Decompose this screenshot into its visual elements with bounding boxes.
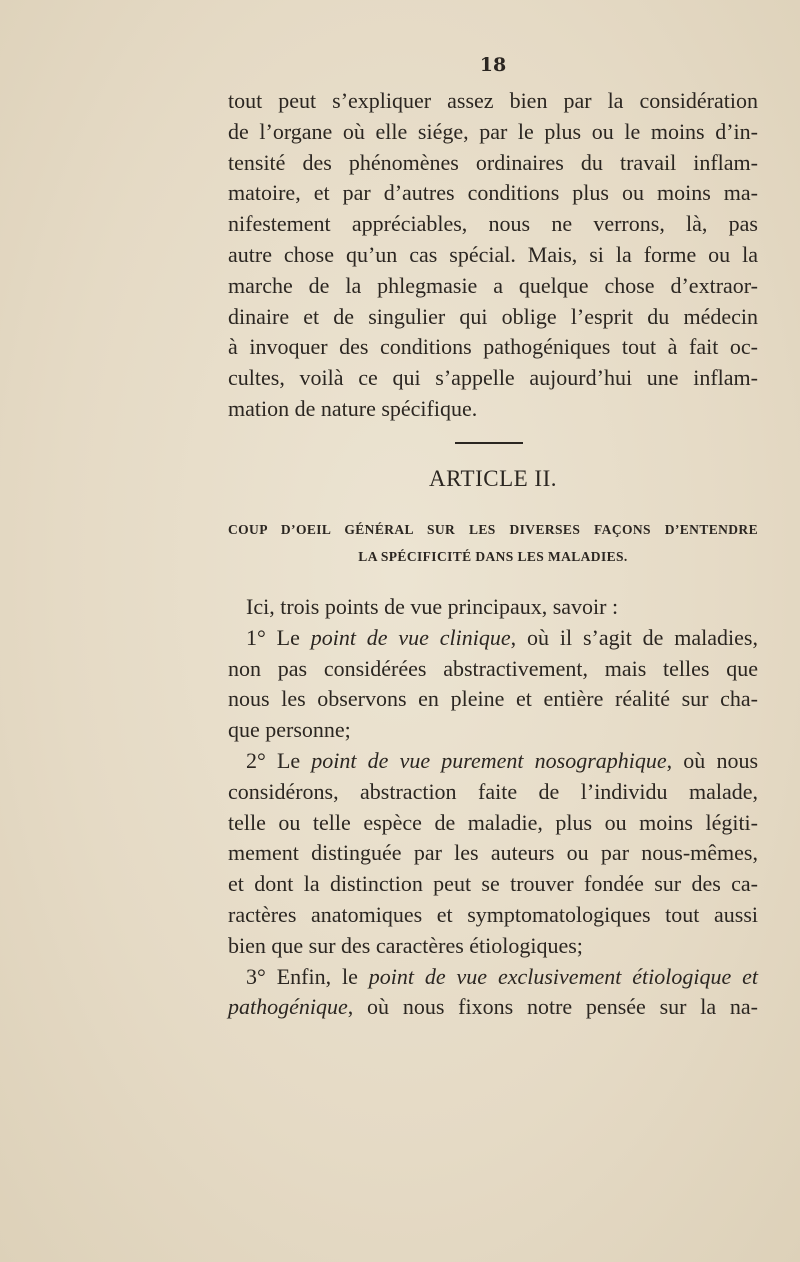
intro-line: Ici, trois points de vue principaux, savoir : <box>246 594 619 619</box>
text-line: nous les observons en pleine et entière réalité sur cha- <box>228 686 758 712</box>
text-line: non pas considérées abstractivement, mais telles que <box>228 655 758 681</box>
page-number: 18 <box>479 54 507 76</box>
point-3-italic-2: pathogénique <box>228 994 348 1020</box>
point-3-lead: 3° Enfin, le <box>246 963 369 989</box>
text-line: matoire, et par d’autres conditions plus ou moins ma- <box>228 180 758 206</box>
point-2-first-line <box>228 746 758 777</box>
text-line: que personne; <box>228 717 351 743</box>
text-line: tout peut s’expliquer assez bien par la considération <box>228 88 758 113</box>
top-paragraph <box>228 86 758 425</box>
text-line: tensité des phénomènes ordinaires du travail inflam- <box>228 149 758 175</box>
point-2-rest: , où nous <box>666 747 758 773</box>
point-1-first-line <box>228 623 758 654</box>
text-line: autre chose qu’un cas spécial. Mais, si la forme ou la <box>228 241 758 267</box>
point-2-lead: 2° Le <box>246 747 312 773</box>
section-divider <box>455 442 523 444</box>
point-2-italic: point de vue purement nosographique <box>311 747 667 773</box>
text-line: cultes, voilà ce qui s’appelle aujourd’hui une inflam- <box>228 365 758 391</box>
point-3-italic: point de vue exclusivement étiologique et <box>368 963 758 989</box>
text-line: mation de nature spécifique. <box>228 395 478 421</box>
point-1-italic: point de vue clinique <box>310 624 511 650</box>
text-line: mement distinguée par les auteurs ou par nous-mêmes, <box>228 840 758 866</box>
text-line: de l’organe où elle siége, par le plus ou le moins d’in- <box>228 118 758 144</box>
text-line: nifestement appréciables, nous ne verrons, là, pas <box>228 211 758 237</box>
point-1-lead: 1° Le <box>246 624 311 650</box>
text-line: et dont la distinction peut se trouver fondée sur des ca- <box>228 871 758 897</box>
body-section <box>228 592 758 1023</box>
point-3-first-line <box>228 962 758 993</box>
point-3-rest: , où nous fixons notre pensée sur la na- <box>347 994 758 1020</box>
text-line: bien que sur des caractères étiologiques; <box>228 932 583 958</box>
text-line: ractères anatomiques et symptomatologiques tout aussi <box>228 901 758 927</box>
text-line: considérons, abstraction faite de l’individu malade, <box>228 778 758 804</box>
point-1-rest: , où il s’agit de maladies, <box>510 624 758 650</box>
point-3-second-line <box>228 992 758 1023</box>
text-line: marche de la phlegmasie a quelque chose d’extraor- <box>228 272 758 298</box>
text-line: telle ou telle espèce de maladie, plus ou moins légiti- <box>228 809 758 835</box>
subtitle-line: COUP D’OEIL GÉNÉRAL SUR LES DIVERSES FAÇONS D’ENTENDRE <box>228 522 758 537</box>
text-line: dinaire et de singulier qui oblige l’esprit du médecin <box>228 303 758 329</box>
text-line: à invoquer des conditions pathogéniques tout à fait oc- <box>228 334 758 360</box>
article-subtitle <box>228 516 758 570</box>
article-title: ARTICLE II. <box>428 466 558 491</box>
subtitle-line: LA SPÉCIFICITÉ DANS LES MALADIES. <box>358 549 628 564</box>
